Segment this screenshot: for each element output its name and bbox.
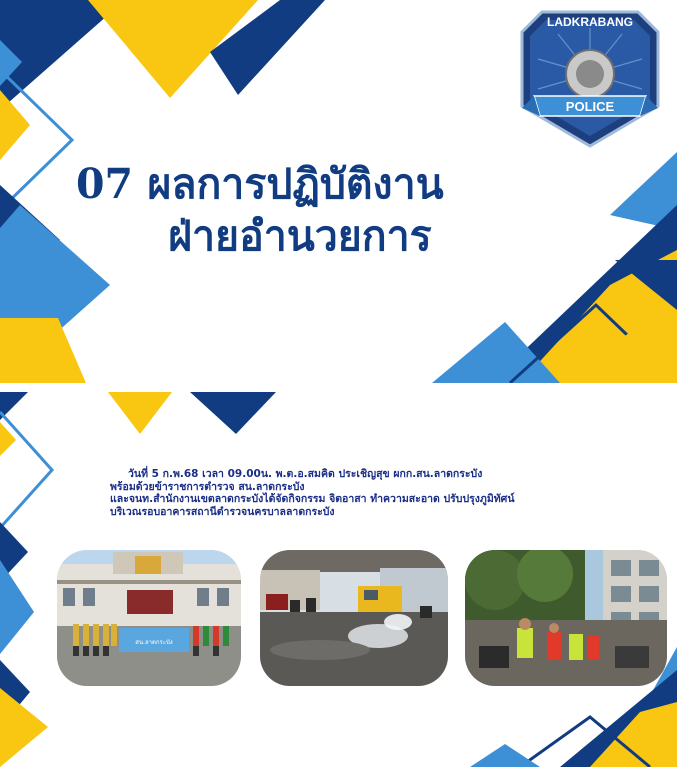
police-badge-logo [512, 4, 668, 152]
group-photo [57, 550, 241, 686]
cover-slide [0, 0, 677, 383]
title-line-1: 07 ผลการปฏิบัติงาน [76, 160, 444, 208]
title-line-2: ฝ่ายอำนวยการ [168, 212, 432, 260]
cleaning-photo [260, 550, 448, 686]
description-line: บริเวณรอบอาคารสถานีตำรวจนครบาลลาดกระบัง [110, 505, 335, 518]
badge-top-text: LADKRABANG [547, 15, 633, 29]
volunteers-photo-image [465, 550, 667, 686]
activity-slide [0, 392, 677, 767]
cleaning-photo-image [260, 550, 448, 686]
deco-yellow-bottomleft [0, 318, 86, 383]
badge-ribbon-text: POLICE [565, 99, 615, 114]
deco-blue-left2 [0, 560, 34, 654]
banner-sign-text: สน.ลาดกระบัง [135, 639, 173, 646]
deco-navy-top2 [190, 392, 276, 434]
volunteers-photo [465, 550, 667, 686]
group-photo-image [57, 550, 241, 686]
description-line: วันที่ 5 ก.พ.68 เวลา 09.00น. พ.ต.อ.สมคิด ประเชิญสุข ผกก.สน.ลาดกระบัง [128, 468, 483, 480]
description-line: พร้อมด้วยข้าราชการตำรวจ สน.ลาดกระบัง [110, 480, 305, 493]
deco-yellow-left2 [0, 688, 48, 767]
activity-description [110, 468, 580, 518]
description-line: และจนท.สำนักงานเขตลาดกระบังได้จัดกิจกรรม จิตอาสา ทำความสะอาด ปรับปรุงภูมิทัศน์ [110, 493, 515, 505]
deco-yellow-top2 [108, 392, 172, 434]
